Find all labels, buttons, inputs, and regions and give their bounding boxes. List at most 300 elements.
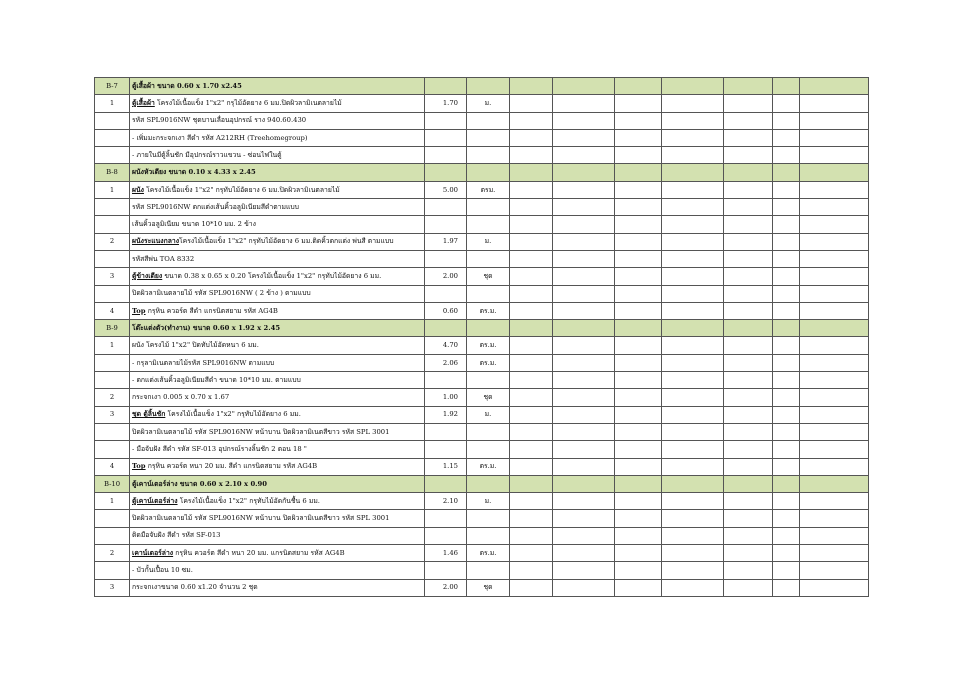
empty-cell (553, 372, 615, 389)
section-header-row (95, 475, 869, 492)
item-description (130, 233, 425, 250)
empty-cell (724, 268, 773, 285)
empty-cell (724, 285, 773, 302)
quantity-cell: 1.00 (425, 389, 467, 406)
quantity-cell (425, 527, 467, 544)
empty-cell (662, 527, 724, 544)
empty-cell (510, 285, 553, 302)
unit-cell: ตร.ม. (467, 302, 510, 319)
item-keyword: ตู้ข้างเตียง (132, 272, 163, 281)
unit-cell: ม. (467, 95, 510, 112)
item-text: เส้นคิ้วอลูมิเนียม ขนาด 10*10 มม. 2 ข้าง (132, 220, 256, 229)
empty-cell (662, 78, 724, 95)
table-row (95, 406, 869, 423)
empty-cell (510, 475, 553, 492)
item-description (130, 199, 425, 216)
item-text: - ภายในมีตู้ลิ้นชัก มีอุปกรณ์ราวแขวน - ซ่อนไฟในตู้ (132, 150, 282, 159)
empty-cell (553, 475, 615, 492)
item-description (130, 527, 425, 544)
empty-cell (615, 458, 662, 475)
empty-cell (510, 268, 553, 285)
empty-cell (800, 423, 869, 440)
empty-cell (724, 233, 773, 250)
empty-cell (662, 458, 724, 475)
empty-cell (724, 129, 773, 146)
empty-cell (615, 527, 662, 544)
item-description (130, 493, 425, 510)
empty-cell (615, 216, 662, 233)
empty-cell (773, 164, 800, 181)
empty-cell (615, 493, 662, 510)
item-text: ปิดผิวลามิเนตลายไม้ รหัส SPL9016NW ( 2 ข้าง ) ตามแบบ (132, 289, 311, 298)
empty-cell (800, 493, 869, 510)
item-text: โครงไม้เนื้อแข็ง 1"x2" กรุทับไม้อัดยาง 6 มม.ปิดผิวลามิเนตลายไม้ (143, 185, 340, 194)
quantity-cell (425, 129, 467, 146)
item-text: รหัส SPL9016NW ชุดบานเลื่อนอุปกรณ์ ราง 940.60.430 (132, 116, 307, 125)
empty-cell (615, 268, 662, 285)
unit-cell: ตร.ม. (467, 354, 510, 371)
empty-cell (724, 423, 773, 440)
empty-cell (724, 475, 773, 492)
empty-cell (662, 285, 724, 302)
empty-cell (800, 233, 869, 250)
item-description (130, 285, 425, 302)
empty-cell (662, 95, 724, 112)
empty-cell (724, 510, 773, 527)
empty-cell (553, 78, 615, 95)
empty-cell (724, 199, 773, 216)
empty-cell (662, 250, 724, 267)
unit-cell: ม. (467, 406, 510, 423)
item-text: - บัวกั้นเปื้อน 10 ซม. (132, 566, 193, 575)
empty-cell (724, 302, 773, 319)
unit-cell (467, 199, 510, 216)
empty-cell (773, 147, 800, 164)
empty-cell (553, 441, 615, 458)
empty-cell (724, 372, 773, 389)
quantity-cell (425, 147, 467, 164)
empty-cell (662, 199, 724, 216)
empty-cell (510, 129, 553, 146)
table-row (95, 199, 869, 216)
table-row (95, 112, 869, 129)
table-row (95, 95, 869, 112)
item-number (95, 441, 130, 458)
empty-cell (615, 510, 662, 527)
table-row (95, 354, 869, 371)
empty-cell (510, 510, 553, 527)
empty-cell (724, 164, 773, 181)
empty-cell (724, 78, 773, 95)
empty-cell (553, 181, 615, 198)
item-keyword: ผนังระแนงกลาง (132, 237, 180, 246)
unit-cell (467, 216, 510, 233)
item-description (130, 95, 425, 112)
item-number: 2 (95, 545, 130, 562)
empty-cell (724, 216, 773, 233)
quantity-cell: 2.06 (425, 354, 467, 371)
quantity-cell: 1.46 (425, 545, 467, 562)
empty-cell (773, 493, 800, 510)
empty-cell (773, 372, 800, 389)
empty-cell (773, 423, 800, 440)
empty-cell (800, 302, 869, 319)
section-code: B-9 (95, 320, 130, 337)
empty-cell (800, 475, 869, 492)
empty-cell (662, 112, 724, 129)
empty-cell (773, 562, 800, 579)
empty-cell (662, 389, 724, 406)
item-number (95, 112, 130, 129)
empty-cell (615, 406, 662, 423)
item-description (130, 389, 425, 406)
empty-cell (615, 562, 662, 579)
unit-cell (467, 129, 510, 146)
unit-cell: ตร.ม. (467, 545, 510, 562)
item-text: รหัส SPL9016NW ตกแต่งเส้นคิ้วอลูมิเนียมสีดำตามแบบ (132, 202, 299, 211)
item-text: - กรุลามิเนตลายไม้รหัส SPL9016NW ตามแบบ (132, 358, 275, 367)
unit-cell (467, 372, 510, 389)
empty-cell (510, 406, 553, 423)
item-text: กรุหิน ควอร์ต หนา 20 มม. สีดำ แกรนิตสยาม รหัส AG4B (145, 462, 318, 471)
table-row (95, 250, 869, 267)
unit-cell (467, 250, 510, 267)
item-description (130, 112, 425, 129)
empty-cell (773, 389, 800, 406)
empty-cell (724, 493, 773, 510)
table-row (95, 510, 869, 527)
empty-cell (800, 181, 869, 198)
item-text: ปิดผิวลามิเนตลายไม้ รหัส SPL9016NW หน้าบาน ปิดผิวลามิเนตสีขาว รหัส SPL 3001 (132, 427, 390, 436)
empty-cell (510, 302, 553, 319)
empty-cell (662, 302, 724, 319)
item-description (130, 129, 425, 146)
item-number (95, 199, 130, 216)
unit-cell: ตรม. (467, 181, 510, 198)
empty-cell (553, 510, 615, 527)
empty-cell (800, 562, 869, 579)
empty-cell (615, 545, 662, 562)
empty-cell (510, 579, 553, 596)
empty-cell (773, 579, 800, 596)
empty-cell (662, 337, 724, 354)
empty-cell (510, 250, 553, 267)
empty-cell (553, 285, 615, 302)
empty-cell (800, 337, 869, 354)
empty-cell (615, 423, 662, 440)
item-keyword: ตู้เคาน์เตอร์ล่าง (132, 496, 178, 505)
item-number (95, 129, 130, 146)
quantity-cell (425, 285, 467, 302)
empty-cell (773, 250, 800, 267)
empty-cell (773, 545, 800, 562)
item-keyword: เคาน์เตอร์ล่าง (132, 548, 174, 557)
table-row (95, 337, 869, 354)
empty-cell (615, 181, 662, 198)
empty-cell (800, 112, 869, 129)
empty-cell (773, 233, 800, 250)
item-number (95, 510, 130, 527)
item-description (130, 268, 425, 285)
unit-cell (467, 423, 510, 440)
empty-cell (615, 441, 662, 458)
item-number: 4 (95, 302, 130, 319)
empty-cell (553, 164, 615, 181)
section-header-row (95, 320, 869, 337)
section-title: โต๊ะแต่งตัว(ทำงาน) ขนาด 0.60 x 1.92 x 2.45 (130, 320, 425, 337)
empty-cell (553, 147, 615, 164)
item-number (95, 250, 130, 267)
empty-cell (510, 493, 553, 510)
table-row (95, 493, 869, 510)
empty-cell (800, 441, 869, 458)
empty-cell (510, 354, 553, 371)
item-text: ติดมือจับฝัง สีดำ รหัส SF-013 (132, 531, 221, 540)
empty-cell (553, 562, 615, 579)
empty-cell (724, 458, 773, 475)
section-title: ตู้เคาน์เตอร์ล่าง ขนาด 0.60 x 2.10 x 0.90 (130, 475, 425, 492)
item-text: กระจกเงา 0.005 x 0.70 x 1.67 (132, 393, 230, 402)
section-header-row (95, 164, 869, 181)
item-number: 1 (95, 181, 130, 198)
item-description (130, 406, 425, 423)
empty-cell (773, 268, 800, 285)
empty-cell (724, 562, 773, 579)
unit-cell (467, 562, 510, 579)
empty-cell (553, 250, 615, 267)
item-number: 2 (95, 233, 130, 250)
item-number: 3 (95, 406, 130, 423)
item-text: รหัสสีพ่น TOA 8332 (132, 254, 195, 263)
item-number (95, 423, 130, 440)
empty-cell (773, 527, 800, 544)
table-row (95, 285, 869, 302)
quantity-cell: 1.92 (425, 406, 467, 423)
unit-cell (467, 510, 510, 527)
item-text: โครงไม้เนื้อแข็ง 1"x2" กรุทับไม้อัดกันชื้น 6 มม. (177, 496, 320, 505)
unit-cell (467, 320, 510, 337)
unit-cell (467, 147, 510, 164)
empty-cell (800, 78, 869, 95)
empty-cell (553, 337, 615, 354)
empty-cell (510, 562, 553, 579)
quantity-cell: 4.70 (425, 337, 467, 354)
item-number (95, 147, 130, 164)
item-number (95, 354, 130, 371)
empty-cell (724, 337, 773, 354)
table-row (95, 579, 869, 596)
qty-cell (425, 320, 467, 337)
empty-cell (724, 406, 773, 423)
empty-cell (800, 406, 869, 423)
empty-cell (773, 406, 800, 423)
item-text: กรุหิน ควอร์ต สีดำ หนา 20 มม. แกรนิตสยาม รหัส AG4B (173, 548, 345, 557)
empty-cell (510, 78, 553, 95)
quantity-cell: 2.00 (425, 579, 467, 596)
empty-cell (662, 268, 724, 285)
quantity-cell: 0.60 (425, 302, 467, 319)
unit-cell (467, 475, 510, 492)
empty-cell (724, 320, 773, 337)
table-row (95, 302, 869, 319)
empty-cell (662, 441, 724, 458)
empty-cell (773, 216, 800, 233)
empty-cell (615, 337, 662, 354)
empty-cell (553, 527, 615, 544)
empty-cell (662, 372, 724, 389)
section-header-row (95, 78, 869, 95)
item-description (130, 337, 425, 354)
table-row (95, 458, 869, 475)
empty-cell (773, 458, 800, 475)
empty-cell (615, 372, 662, 389)
empty-cell (773, 285, 800, 302)
empty-cell (800, 545, 869, 562)
empty-cell (773, 441, 800, 458)
empty-cell (773, 354, 800, 371)
item-description (130, 354, 425, 371)
quantity-cell (425, 199, 467, 216)
empty-cell (553, 268, 615, 285)
empty-cell (615, 164, 662, 181)
empty-cell (773, 78, 800, 95)
empty-cell (615, 475, 662, 492)
quantity-cell (425, 112, 467, 129)
empty-cell (662, 147, 724, 164)
table-row (95, 423, 869, 440)
empty-cell (800, 527, 869, 544)
table-row (95, 527, 869, 544)
empty-cell (662, 320, 724, 337)
empty-cell (510, 112, 553, 129)
empty-cell (553, 458, 615, 475)
empty-cell (773, 112, 800, 129)
quantity-cell: 2.10 (425, 493, 467, 510)
empty-cell (800, 579, 869, 596)
empty-cell (510, 216, 553, 233)
quantity-cell (425, 441, 467, 458)
empty-cell (662, 493, 724, 510)
table-row (95, 562, 869, 579)
empty-cell (615, 250, 662, 267)
empty-cell (800, 285, 869, 302)
item-number: 3 (95, 579, 130, 596)
item-text: โครงไม้เนื้อแข็ง 1"x2" กรุทับไม้อัดยาง 6 มม.ติดคิ้วตกแต่ง พ่นสี ตามแบบ (179, 237, 394, 246)
item-text: กระจกเงาขนาด 0.60 x1.20 จำนวน 2 ชุด (132, 583, 258, 592)
empty-cell (510, 527, 553, 544)
item-keyword: ชุด ตู้ลิ้นชัก (132, 410, 166, 419)
item-number (95, 372, 130, 389)
empty-cell (800, 95, 869, 112)
empty-cell (662, 354, 724, 371)
empty-cell (510, 147, 553, 164)
item-text: - เพิ่มมะกระจกเงา สีดำ รหัส A212RH (Treehomegroup) (132, 133, 308, 142)
empty-cell (662, 233, 724, 250)
empty-cell (615, 302, 662, 319)
item-number: 3 (95, 268, 130, 285)
empty-cell (553, 95, 615, 112)
unit-cell (467, 164, 510, 181)
empty-cell (773, 475, 800, 492)
quantity-cell (425, 562, 467, 579)
item-text: ปิดผิวลามิเนตลายไม้ รหัส SPL9016NW หน้าบาน ปิดผิวลามิเนตสีขาว รหัส SPL 3001 (132, 514, 390, 523)
qty-cell (425, 475, 467, 492)
empty-cell (724, 354, 773, 371)
empty-cell (615, 320, 662, 337)
unit-cell (467, 527, 510, 544)
empty-cell (800, 458, 869, 475)
empty-cell (510, 423, 553, 440)
section-code: B-7 (95, 78, 130, 95)
unit-cell: ตร.ม. (467, 337, 510, 354)
empty-cell (800, 250, 869, 267)
unit-cell: ตร.ม. (467, 458, 510, 475)
empty-cell (724, 545, 773, 562)
empty-cell (773, 181, 800, 198)
empty-cell (510, 458, 553, 475)
empty-cell (773, 510, 800, 527)
quantity-cell (425, 510, 467, 527)
unit-cell: ชุด (467, 268, 510, 285)
empty-cell (800, 354, 869, 371)
empty-cell (773, 129, 800, 146)
quantity-cell: 5.00 (425, 181, 467, 198)
item-text: โครงไม้เนื้อแข็ง 1"x2" กรุไม้อัดยาง 6 มม.ปิดผิวลามิเนตลายไม้ (154, 99, 342, 108)
empty-cell (724, 389, 773, 406)
empty-cell (553, 389, 615, 406)
empty-cell (553, 233, 615, 250)
item-description (130, 181, 425, 198)
item-text: ผนัง โครงไม้ 1"x2" ปิดทับไม้อัดหนา 6 มม. (132, 341, 259, 350)
empty-cell (662, 510, 724, 527)
empty-cell (553, 320, 615, 337)
empty-cell (510, 320, 553, 337)
quantity-cell (425, 250, 467, 267)
table-row (95, 233, 869, 250)
empty-cell (615, 112, 662, 129)
empty-cell (662, 579, 724, 596)
quantity-cell: 1.15 (425, 458, 467, 475)
empty-cell (724, 579, 773, 596)
item-description (130, 423, 425, 440)
item-description (130, 441, 425, 458)
item-keyword: ผนัง (132, 185, 144, 194)
section-title: ตู้เสื้อผ้า ขนาด 0.60 x 1.70 x2.45 (130, 78, 425, 95)
empty-cell (662, 423, 724, 440)
item-keyword: ตู้เสื้อผ้า (132, 99, 155, 108)
empty-cell (615, 78, 662, 95)
table-row (95, 441, 869, 458)
unit-cell (467, 441, 510, 458)
empty-cell (800, 320, 869, 337)
empty-cell (800, 164, 869, 181)
empty-cell (800, 510, 869, 527)
item-description (130, 147, 425, 164)
empty-cell (724, 95, 773, 112)
quantity-cell: 1.97 (425, 233, 467, 250)
item-text: - มือจับฝัง สีดำ รหัส SF-013 อุปกรณ์รางลิ้นชัก 2 ตอน 18 " (132, 444, 307, 453)
empty-cell (510, 164, 553, 181)
empty-cell (662, 129, 724, 146)
section-code: B-8 (95, 164, 130, 181)
empty-cell (662, 181, 724, 198)
empty-cell (510, 233, 553, 250)
empty-cell (510, 181, 553, 198)
table-row (95, 389, 869, 406)
item-number: 1 (95, 337, 130, 354)
item-number: 1 (95, 95, 130, 112)
empty-cell (773, 337, 800, 354)
